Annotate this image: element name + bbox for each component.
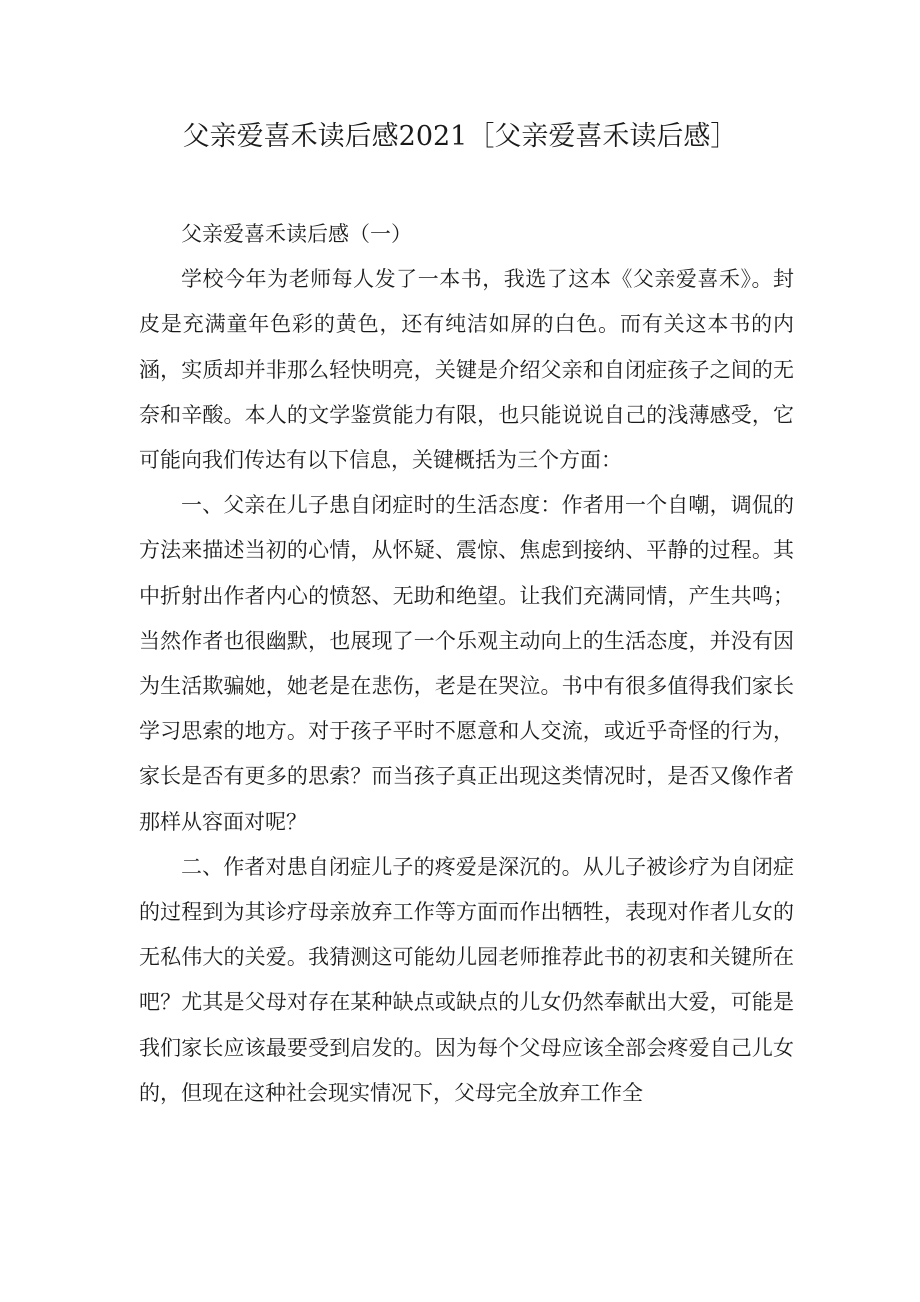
document-body [139, 212, 794, 1116]
paragraph-point-one: 一、父亲在儿子患自闭症时的生活态度：作者用一个自嘲，调侃的方法来描述当初的心情，从怀疑、震惊、焦虑到接纳、平静的过程。其中折射出作者内心的愤怒、无助和绝望。让我们充满同情，产生共鸣；当然作者也很幽默，也展现了一个乐观主动向上的生活态度，并没有因为生活欺骗她，她老是在悲伤，老是在哭泣。书中有很多值得我们家长学习思索的地方。对于孩子平时不愿意和人交流，或近乎奇怪的行为，家长是否有更多的思索？而当孩子真正出现这类情况时，是否又像作者那样从容面对呢？ [139, 493, 794, 834]
document-title: 父亲爱喜禾读后感2021［父亲爱喜禾读后感］ [182, 121, 738, 152]
paragraph-intro: 学校今年为老师每人发了一本书，我选了这本《父亲爱喜禾》。封皮是充满童年色彩的黄色，还有纯洁如屏的白色。而有关这本书的内涵，实质却并非那么轻快明亮，关键是介绍父亲和自闭症孩子之间的无奈和辛酸。本人的文学鉴赏能力有限，也只能说说自己的浅薄感受，它可能向我们传达有以下信息，关键概括为三个方面： [139, 267, 794, 473]
section-heading: 父亲爱喜禾读后感（一） [181, 222, 412, 246]
paragraph-point-two: 二、作者对患自闭症儿子的疼爱是深沉的。从儿子被诊疗为自闭症的过程到为其诊疗母亲放弃工作等方面而作出牺牲，表现对作者儿女的无私伟大的关爱。我猜测这可能幼儿园老师推荐此书的初衷和关键所在吧？尤其是父母对存在某种缺点或缺点的儿女仍然奉献出大爱，可能是我们家长应该最要受到启发的。因为每个父母应该全部会疼爱自己儿女的，但现在这种社会现实情况下，父母完全放弃工作全 [139, 854, 794, 1105]
